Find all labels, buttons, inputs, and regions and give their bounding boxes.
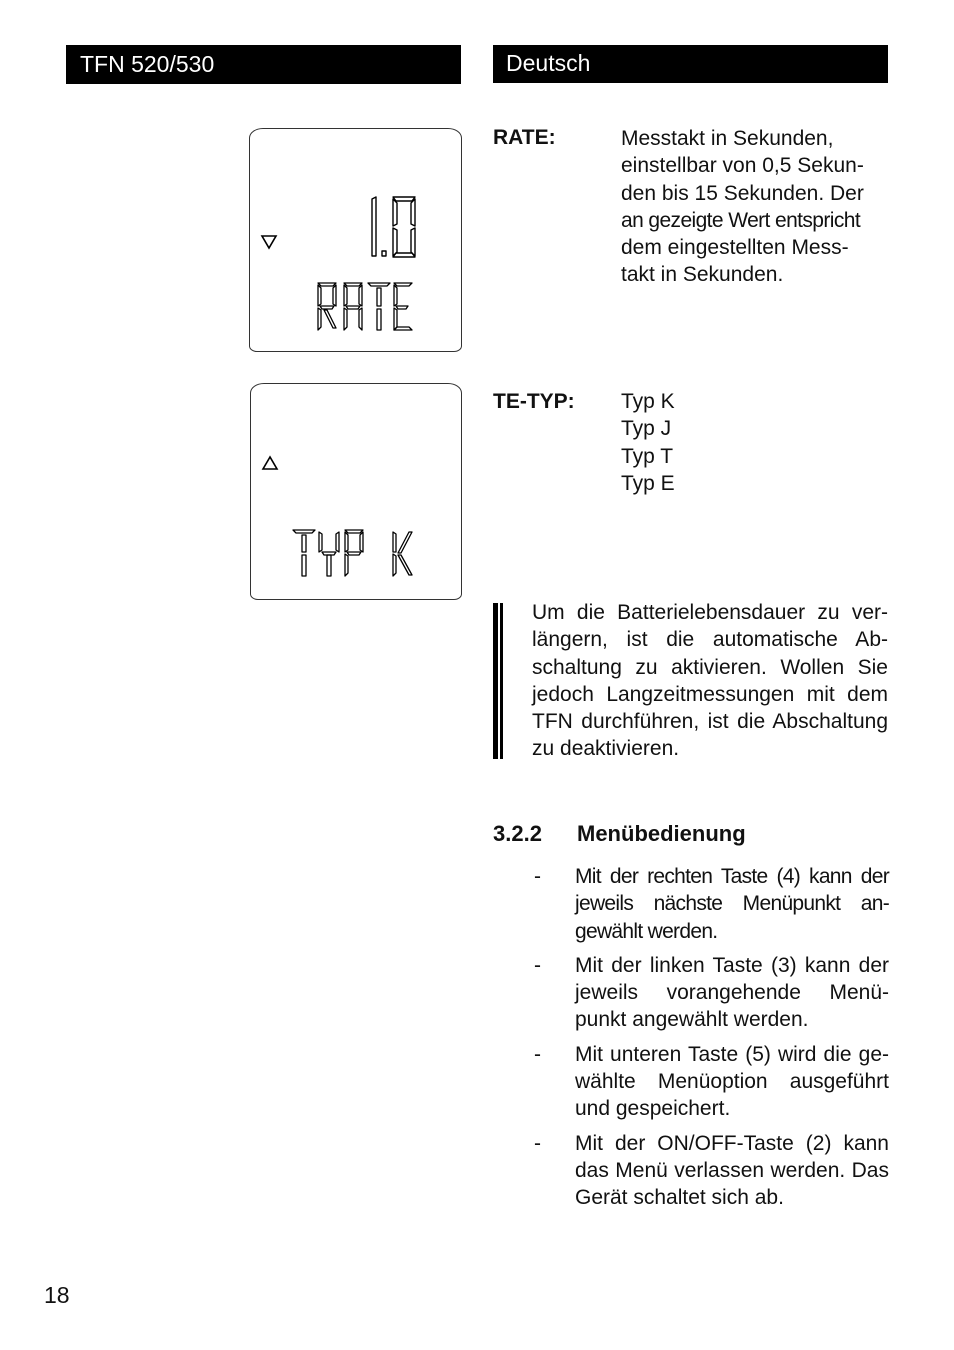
list-item xyxy=(532,863,889,945)
rate-description xyxy=(621,125,889,289)
note-margin-bar xyxy=(493,603,506,759)
battery-note: Um die Batterielebensdauer zu ver-längern, ist die automatische Ab-schaltung zu aktivieren. Wollen Sie jedoch Langzeitmessungen mit dem TFN durchführen, ist die Abschaltung zu deaktivieren. xyxy=(532,601,888,761)
menu-instructions-list xyxy=(532,863,889,1219)
lcd-digit-1 xyxy=(372,197,376,256)
list-dash: - xyxy=(534,953,541,977)
lcd-display-typ xyxy=(250,383,462,600)
list-dash: - xyxy=(534,1042,541,1066)
list-item xyxy=(532,952,889,1034)
section-number: 3.2.2 xyxy=(493,821,542,846)
language-header: Deutsch xyxy=(493,45,888,83)
rate-line: an gezeigte Wert entspricht xyxy=(621,208,861,232)
rate-line: takt in Sekunden. xyxy=(621,263,784,287)
rate-line: Messtakt in Sekunden, xyxy=(621,127,834,150)
lcd-decimal-point xyxy=(382,251,386,256)
list-dash: - xyxy=(534,1131,541,1155)
list-item xyxy=(532,1041,889,1123)
note-bar-thick xyxy=(493,603,498,759)
up-triangle-icon xyxy=(263,457,277,469)
lcd-typ-segments xyxy=(251,384,461,599)
note-bar-thin xyxy=(500,603,503,759)
list-item-text: Mit der linken Taste (3) kann der jeweils vorangehende Menü-punkt angewählt werden. xyxy=(575,953,889,1032)
list-item-text: Mit der rechten Taste (4) kann der jeweils nächste Menüpunkt an-gewählt werden. xyxy=(575,865,889,943)
lcd-rate-segments xyxy=(250,129,461,351)
rate-line: dem eingestellten Mess- xyxy=(621,236,849,260)
down-triangle-icon xyxy=(262,236,276,248)
te-typ-term: TE-TYP: xyxy=(493,390,575,413)
lcd-digit-0 xyxy=(393,197,415,257)
lcd-display-rate xyxy=(249,128,462,352)
te-typ-options xyxy=(621,388,889,498)
list-item xyxy=(532,1130,889,1212)
te-typ-option: Typ E xyxy=(621,472,675,496)
model-header: TFN 520/530 xyxy=(66,45,461,84)
list-dash: - xyxy=(534,865,541,888)
te-typ-option: Typ K xyxy=(621,390,675,413)
page-number: 18 xyxy=(44,1282,70,1308)
lcd-rate-label xyxy=(318,283,412,330)
rate-line: einstellbar von 0,5 Sekun- xyxy=(621,154,864,178)
te-typ-option: Typ J xyxy=(621,417,672,441)
rate-term: RATE: xyxy=(493,126,556,149)
list-item-text: Mit unteren Taste (5) wird die ge-wählte Menüoption ausgeführt und gespeichert. xyxy=(575,1042,889,1121)
section-title: Menübedienung xyxy=(577,821,746,846)
te-typ-option: Typ T xyxy=(621,444,674,468)
list-item-text: Mit der ON/OFF-Taste (2) kann das Menü verlassen werden. Das Gerät schaltet sich ab. xyxy=(575,1131,889,1210)
rate-line: den bis 15 Sekunden. Der xyxy=(621,181,864,205)
lcd-typ-label xyxy=(293,530,412,576)
